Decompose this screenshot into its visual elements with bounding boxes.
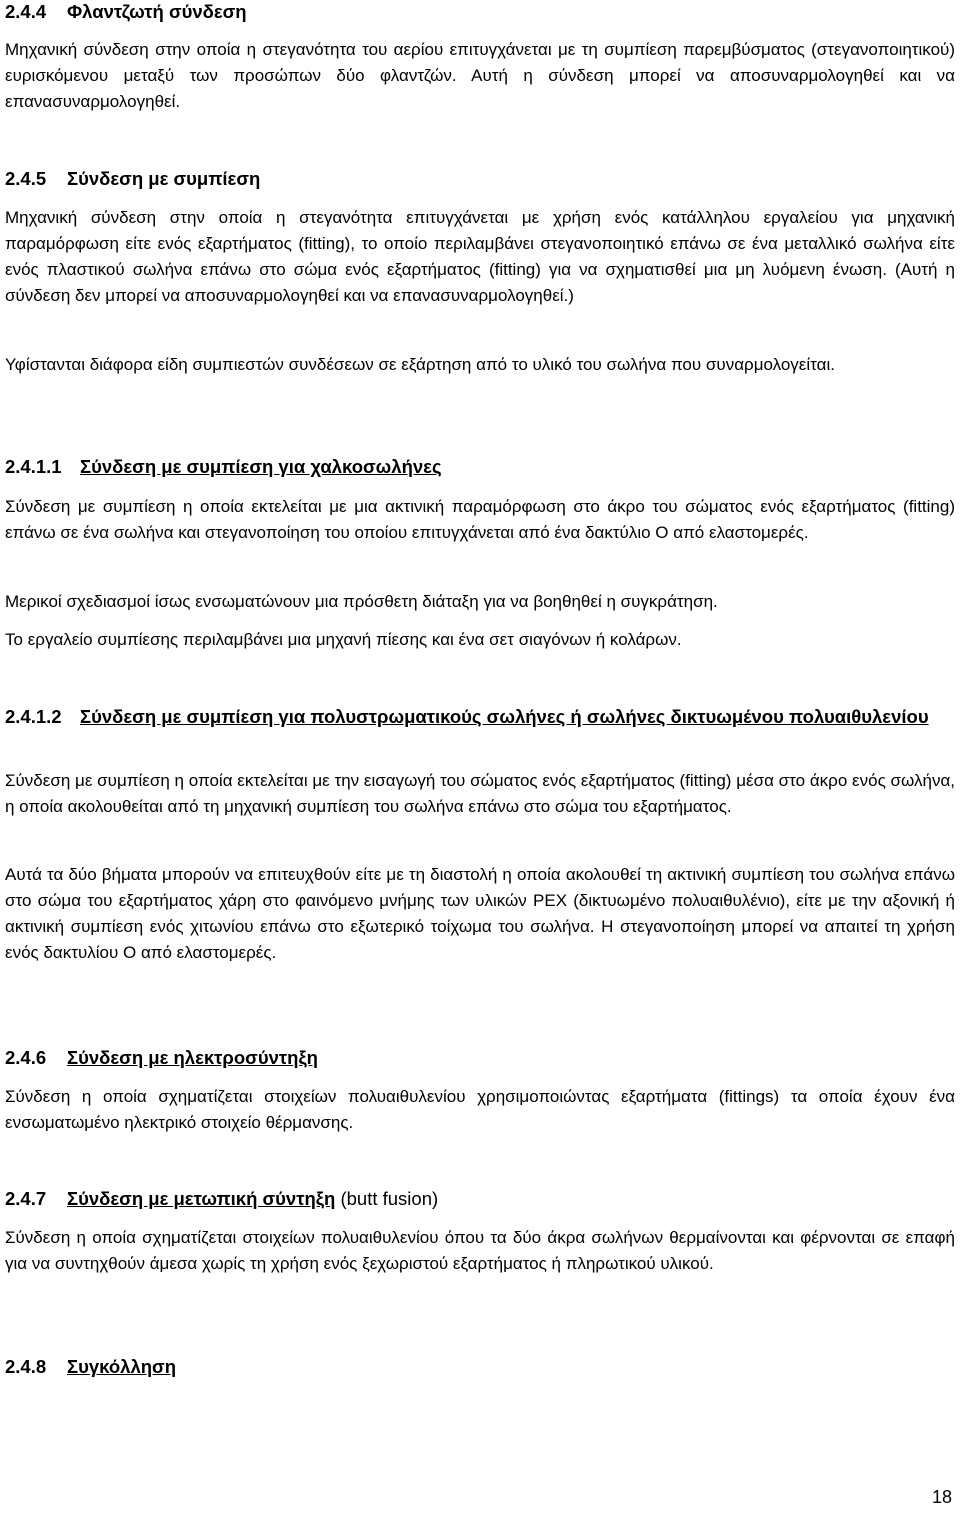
heading-2-4-5 xyxy=(5,167,955,191)
heading-number: 2.4.1.2 xyxy=(5,706,62,727)
paragraph-copper-press-retention: Μερικοί σχεδιασμοί ίσως ενσωματώνουν μια πρόσθετη διάταξη για να βοηθηθεί η συγκράτηση. xyxy=(5,592,718,611)
paragraph-press-tool: Το εργαλείο συμπίεσης περιλαμβάνει μια μηχανή πίεσης και ένα σετ σιαγόνων ή κολάρων. xyxy=(5,630,682,649)
heading-title: Φλαντζωτή σύνδεση xyxy=(67,1,247,22)
heading-number: 2.4.7 xyxy=(5,1188,47,1209)
heading-title: Σύνδεση με ηλεκτροσύντηξη xyxy=(67,1047,318,1068)
heading-title: Σύνδεση με συμπίεση xyxy=(67,168,261,189)
heading-2-4-6 xyxy=(5,1046,955,1070)
heading-2-4-7 xyxy=(5,1187,955,1211)
paragraph-press-joint-types: Υφίστανται διάφορα είδη συμπιεστών συνδέσεων σε εξάρτηση από το υλικό του σωλήνα που συναρμολογείται. xyxy=(5,355,835,374)
heading-number: 2.4.1.1 xyxy=(5,456,62,477)
paragraph-copper-press: Σύνδεση με συμπίεση η οποία εκτελείται με μια ακτινική παραμόρφωση στο άκρο του σώματος ενός εξαρτήματος (fitting) επάνω σε ένα σωλήνα και στεγανοποίηση του οποίου επιτυγχάνεται από ένα δακτύλιο Ο από ελαστομερές. xyxy=(5,497,955,542)
heading-2-4-8 xyxy=(5,1355,955,1379)
paragraph-press-joint: Μηχανική σύνδεση στην οποία η στεγανότητα επιτυγχάνεται με χρήση ενός κατάλληλου εργαλείου για μηχανική παραμόρφωση είτε ενός εξαρτήματος (fitting), το οποίο περιλαμβάνει στεγανοποιητικό επάνω σε ένα μεταλλικό σωλήνα είτε ενός πλαστικού σωλήνα επάνω στο σώμα ενός εξαρτήματος (fitting) για να σχηματισθεί μια μη λυόμενη ένωση. (Αυτή η σύνδεση δεν μπορεί να αποσυναρμολογηθεί και να επανασυναρμολογηθεί.) xyxy=(5,208,955,305)
heading-title: Σύνδεση με συμπίεση για πολυστρωματικούς σωλήνες ή σωλήνες δικτυωμένου πολυαιθυλενίου xyxy=(80,706,929,727)
heading-title-extra: (butt fusion) xyxy=(335,1188,439,1209)
heading-number: 2.4.4 xyxy=(5,1,47,22)
heading-title: Σύνδεση με μετωπική σύντηξη xyxy=(67,1188,336,1209)
paragraph-flange-joint: Μηχανική σύνδεση στην οποία η στεγανότητα του αερίου επιτυγχάνεται με τη συμπίεση παρεμβύσματος (στεγανοποιητικού) ευρισκόμενου μεταξύ των προσώπων δύο φλαντζών. Αυτή η σύνδεση μπορεί να αποσυναρμολογηθεί και να επανασυναρμολογηθεί. xyxy=(5,40,955,111)
heading-number: 2.4.8 xyxy=(5,1356,47,1377)
heading-2-4-1-1 xyxy=(5,455,955,479)
paragraph-multilayer-steps: Αυτά τα δύο βήματα μπορούν να επιτευχθούν είτε με τη διαστολή η οποία ακολουθεί τη ακτινική συμπίεση του σωλήνα επάνω στο σώμα του εξαρτήματος χάρη στο φαινόμενο μνήμης των υλικών PEX (δικτυωμένο πολυαιθυλένιο), είτε με την αξονική ή ακτινική συμπίεση ενός χιτωνίου επάνω στο εξωτερικό τοίχωμα του σωλήνα. Η στεγανοποίηση μπορεί να απαιτεί τη χρήση ενός δακτυλίου Ο από ελαστομερές. xyxy=(5,865,955,962)
paragraph-electrofusion: Σύνδεση η οποία σχηματίζεται στοιχείων πολυαιθυλενίου χρησιμοποιώντας εξαρτήματα (fittings) τα οποία έχουν ένα ενσωματωμένο ηλεκτρικό στοιχείο θέρμανσης. xyxy=(5,1087,955,1132)
paragraph-multilayer-press: Σύνδεση με συμπίεση η οποία εκτελείται με την εισαγωγή του σώματος ενός εξαρτήματος (fitting) μέσα στο άκρο ενός σωλήνα, η οποία ακολουθείται από τη μηχανική συμπίεση του σωλήνα επάνω στο σώμα του εξαρτήματος. xyxy=(5,771,955,816)
heading-title: Συγκόλληση xyxy=(67,1356,176,1377)
heading-title: Σύνδεση με συμπίεση για χαλκοσωλήνες xyxy=(80,456,442,477)
page-number: 18 xyxy=(931,1487,952,1507)
paragraph-butt-fusion: Σύνδεση η οποία σχηματίζεται στοιχείων πολυαιθυλενίου όπου τα δύο άκρα σωλήνων θερμαίνονται και φέρνονται σε επαφή για να συντηχθούν άμεσα χωρίς τη χρήση ενός ξεχωριστού εξαρτήματος ή πληρωτικού υλικού. xyxy=(5,1228,955,1273)
heading-2-4-4 xyxy=(5,0,955,24)
heading-number: 2.4.6 xyxy=(5,1047,47,1068)
heading-number: 2.4.5 xyxy=(5,168,47,189)
heading-2-4-1-2 xyxy=(5,704,955,730)
